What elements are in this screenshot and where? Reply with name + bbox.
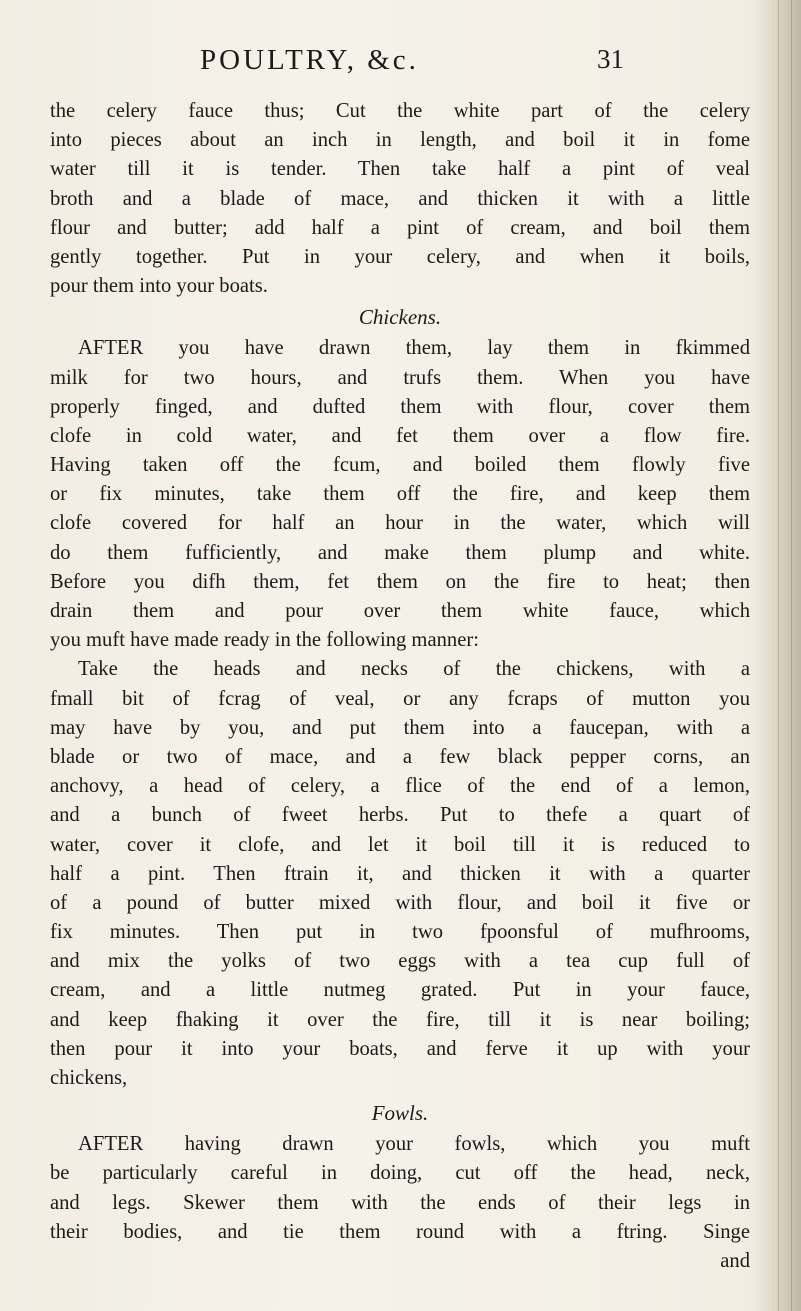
text-line: anchovy, a head of celery, a flice of the end of a lemon, — [50, 775, 750, 798]
text-line: of a pound of butter mixed with flour, and boil it five or — [50, 891, 750, 914]
text-line: water till it is tender. Then take half a pint of veal — [50, 158, 750, 181]
text-line: clofe covered for half an hour in the water, which will — [50, 512, 750, 535]
text-line: gently together. Put in your celery, and when it boils, — [50, 245, 750, 268]
body-text — [50, 97, 750, 1276]
running-title: POULTRY, &c. — [200, 44, 419, 76]
text-line: you muft have made ready in the following manner: — [50, 629, 479, 652]
text-line: AFTER having drawn your fowls, which you muft — [78, 1133, 750, 1156]
text-line: AFTER you have drawn them, lay them in fkimmed — [78, 337, 750, 360]
text-line: clofe in cold water, and fet them over a flow fire. — [50, 424, 750, 447]
text-line: cream, and a little nutmeg grated. Put in your fauce, — [50, 979, 750, 1002]
page-edge-line — [778, 0, 779, 1311]
text-line: and legs. Skewer them with the ends of their legs in — [50, 1191, 750, 1214]
paragraph-celery-sauce — [50, 97, 750, 301]
page-number: 31 — [597, 44, 624, 74]
catchword: and — [720, 1249, 750, 1272]
text-line: chickens, — [50, 1067, 128, 1089]
text-line: fix minutes. Then put in two fpoonsful of mufhrooms, — [50, 921, 750, 944]
paragraph-fowls — [50, 1130, 750, 1276]
text-line: or fix minutes, take them off the fire, and keep them — [50, 483, 750, 506]
section-heading-fowls: Fowls. — [371, 1101, 429, 1126]
text-line: and a bunch of fweet herbs. Put to thefe a quart of — [50, 804, 750, 827]
text-line: flour and butter; add half a pint of cream, and boil them — [50, 216, 750, 239]
page-edge-line — [791, 0, 792, 1311]
text-line: Having taken off the fcum, and boiled them flowly five — [50, 454, 750, 477]
section-heading-chickens: Chickens. — [358, 305, 442, 330]
text-line: into pieces about an inch in length, and boil it in fome — [50, 129, 750, 152]
text-line: be particularly careful in doing, cut off the head, neck, — [50, 1162, 750, 1185]
text-line: and mix the yolks of two eggs with a tea cup full of — [50, 950, 750, 973]
text-line: drain them and pour over them white fauce, which — [50, 600, 750, 622]
text-line: pour them into your boats. — [50, 275, 268, 298]
text-line: may have by you, and put them into a faucepan, with a — [50, 716, 750, 739]
paragraph-white-sauce — [50, 655, 750, 1093]
text-line: Before you difh them, fet them on the fire to heat; then — [50, 570, 750, 593]
text-line: Take the heads and necks of the chickens, with a — [78, 658, 750, 681]
paragraph-chickens — [50, 334, 750, 655]
text-line: blade or two of mace, and a few black pepper corns, an — [50, 745, 750, 768]
text-line: properly finged, and dufted them with flour, cover them — [50, 395, 750, 418]
text-line: broth and a blade of mace, and thicken it with a little — [50, 187, 750, 210]
text-line: their bodies, and tie them round with a ftring. Singe — [50, 1220, 750, 1243]
text-line: water, cover it clofe, and let it boil till it is reduced to — [50, 833, 750, 856]
running-header — [200, 44, 624, 84]
text-line: fmall bit of fcrag of veal, or any fcraps of mutton you — [50, 687, 750, 710]
text-line: and keep fhaking it over the fire, till it is near boiling; — [50, 1008, 750, 1031]
text-line: then pour it into your boats, and ferve it up with your — [50, 1037, 750, 1060]
text-line: milk for two hours, and trufs them. When you have — [50, 366, 750, 389]
text-line: the celery fauce thus; Cut the white part of the celery — [50, 100, 750, 122]
text-line: do them fufficiently, and make them plump and white. — [50, 541, 750, 564]
text-line: half a pint. Then ftrain it, and thicken it with a quarter — [50, 862, 750, 885]
